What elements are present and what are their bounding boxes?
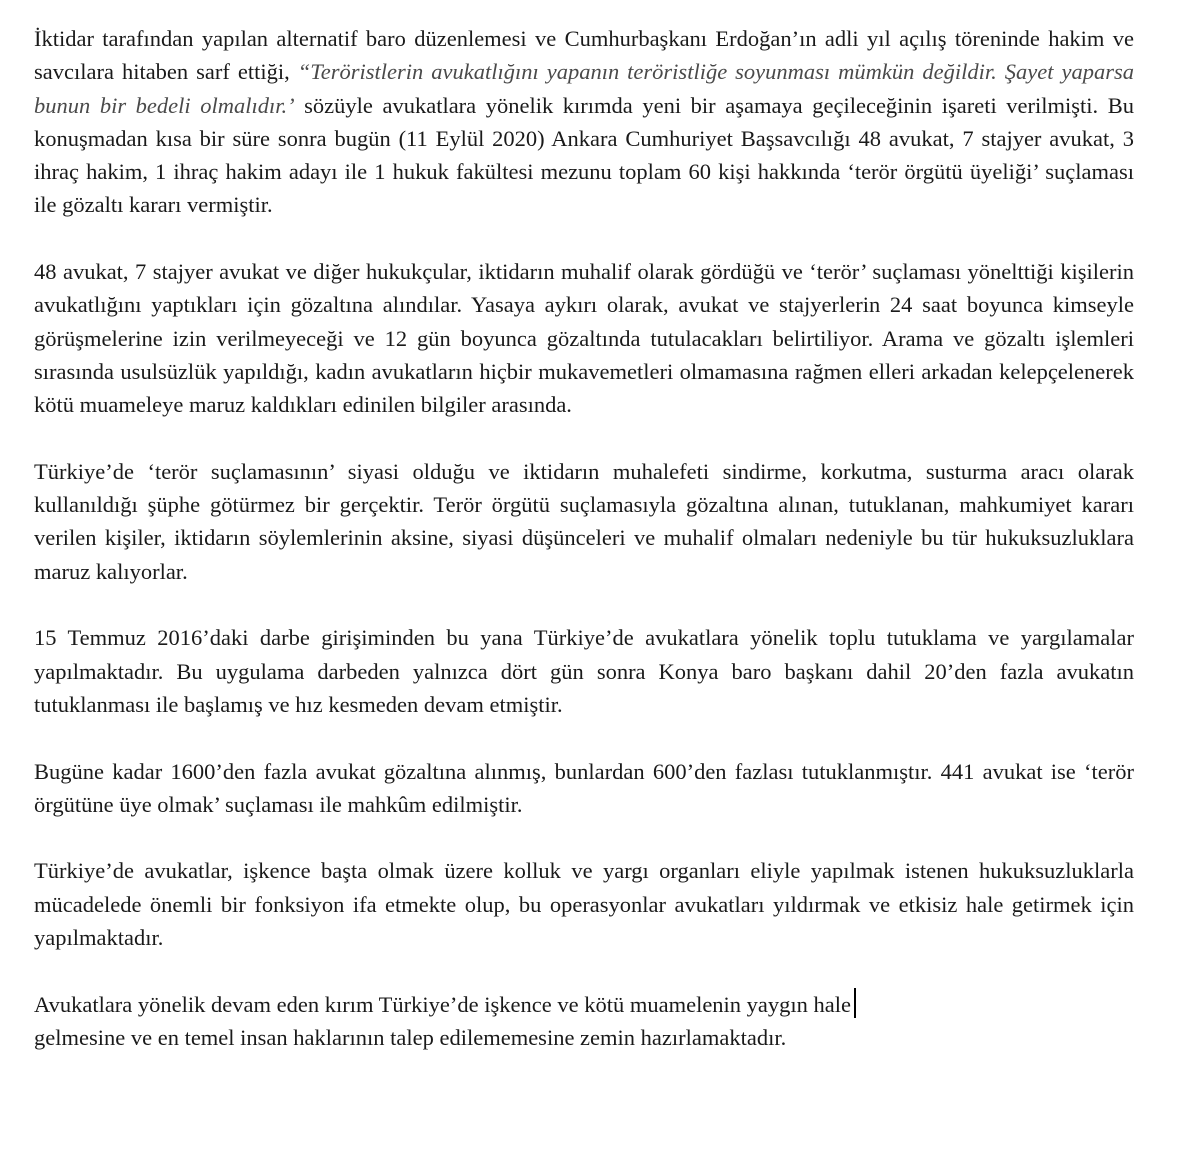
paragraph-7-line-2: gelmesine ve en temel insan haklarının talep edilememesine zemin hazırlamaktadır. bbox=[34, 1024, 787, 1050]
paragraph-1-lead: İktidar tarafından yapılan alternatif baro düzenlemesi ve Cumhurbaşkanı Erdoğan’ın adli yıl açılış töreninde hakim ve savcılara hitaben sarf ettiği, bbox=[34, 26, 1134, 85]
paragraph-2: 48 avukat, 7 stajyer avukat ve diğer hukukçular, iktidarın muhalif olarak gördüğü ve ‘terör’ suçlaması yönelttiği kişilerin avukatlığını yaptıkları için gözaltına alındılar. Yasaya aykırı olarak, avukat ve stajyerlerin 24 saat boyunca kimseyle görüşmelerine izin verilmeyeceği ve 12 gün boyunca gözaltında tutulacakları belirtiliyor. Arama ve gözaltı işlemleri sırasında usulsüzlük yapıldığı, kadın avukatların hiçbir mukavemetleri olmamasına rağmen elleri arkadan kelepçelenerek kötü muameleye maruz kaldıkları edinilen bilgiler arasında. bbox=[34, 259, 1134, 418]
paragraph-4: 15 Temmuz 2016’daki darbe girişiminden bu yana Türkiye’de avukatlara yönelik toplu tutuklama ve yargılamalar yapılmaktadır. Bu uygulama darbeden yalnızca dört gün sonra Konya baro başkanı dahil 20’den fazla avukatın tutuklanması ile başlamış ve hız kesmeden devam etmiştir. bbox=[34, 625, 1134, 717]
paragraph-6: Türkiye’de avukatlar, işkence başta olmak üzere kolluk ve yargı organları eliyle yapılmak istenen hukuksuzluklarla mücadelede önemli bir fonksiyon ifa etmekte olup, bu operasyonlar avukatları yıldırmak ve etkisiz hale getirmek için yapılmaktadır. bbox=[34, 858, 1134, 951]
paragraph-3: Türkiye’de ‘terör suçlamasının’ siyasi olduğu ve iktidarın muhalefeti sindirme, korkutma, susturma aracı olarak kullanıldığı şüphe götürmez bir gerçektir. Terör örgütü suçlamasıyla gözaltına alınan, tutuklanan, mahkumiyet kararı verilen kişiler, iktidarın söylemlerinin aksine, siyasi düşünceleri ve muhalif olmaları nedeniyle bu tür hukuksuzluklara maruz kalıyorlar. bbox=[34, 458, 1134, 584]
erdogan-quote: “Teröristlerin avukatlığını yapanın teröristliğe soyunması mümkün değildir. Şayet yaparsa bunun bir bedeli olmalıdır.’ bbox=[34, 59, 1134, 118]
paragraph-1-rest: sözüyle avukatlara yönelik kırımda yeni bir aşamaya geçileceğinin işareti verilmişti. Bu konuşmadan kısa bir süre sonra bugün (11 Eylül 2020) Ankara Cumhuriyet Başsavcılığı 48 avukat, 7 stajyer avukat, 3 ihraç hakim, 1 ihraç hakim adayı ile 1 hukuk fakültesi mezunu toplam 60 kişi hakkında ‘terör örgütü üyeliği’ suçlaması ile gözaltı kararı vermiştir. bbox=[34, 92, 1134, 218]
paragraph-7-line-1: Avukatlara yönelik devam eden kırım Türkiye’de işkence ve kötü muamelenin yaygın hale bbox=[34, 991, 852, 1017]
paragraph-5: Bugüne kadar 1600’den fazla avukat gözaltına alınmış, bunlardan 600’den fazlası tutuklanmıştır. 441 avukat ise ‘terör örgütüne üye olmak’ suçlaması ile mahkûm edilmiştir. bbox=[34, 758, 1134, 817]
document-body bbox=[34, 22, 1134, 1054]
paragraph-7[interactable] bbox=[34, 988, 1134, 1055]
paragraph-1 bbox=[34, 22, 1134, 222]
text-cursor bbox=[854, 988, 856, 1018]
